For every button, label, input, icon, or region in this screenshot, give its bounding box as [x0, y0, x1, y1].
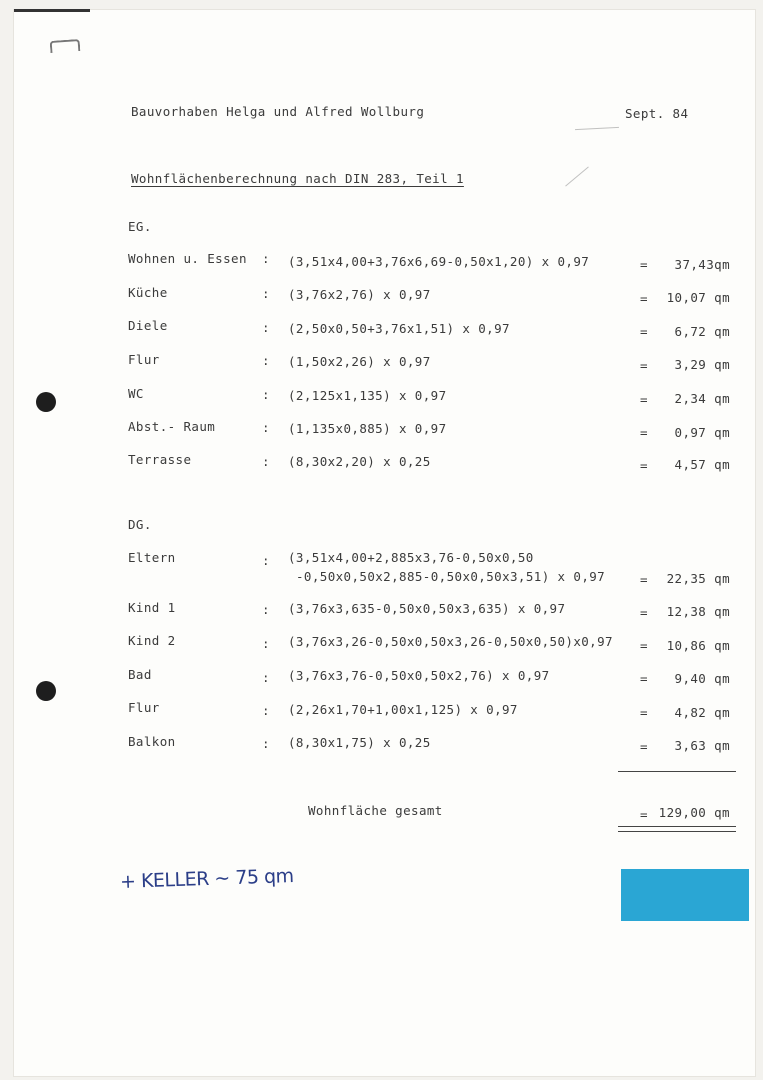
colon: : — [262, 636, 270, 651]
area-result: 3,29 qm — [674, 357, 730, 372]
colon: : — [262, 454, 270, 469]
sum-rule — [618, 771, 736, 772]
room-label: Kind 1 — [128, 600, 176, 615]
room-label: Balkon — [128, 734, 176, 749]
colon: : — [262, 553, 270, 568]
colon: : — [262, 736, 270, 751]
area-formula: (8,30x1,75) x 0,25 — [288, 735, 431, 750]
area-formula: (3,51x4,00+3,76x6,69-0,50x1,20) x 0,97 — [288, 254, 590, 269]
punch-hole-bottom — [36, 681, 56, 701]
section-heading-eg: EG. — [128, 219, 152, 234]
room-label: WC — [128, 386, 144, 401]
double-rule-bottom — [618, 831, 736, 832]
room-label: Flur — [128, 700, 160, 715]
colon: : — [262, 670, 270, 685]
section-heading-dg: DG. — [128, 517, 152, 532]
area-result: 4,82 qm — [674, 705, 730, 720]
area-result: 4,57 qm — [674, 457, 730, 472]
equals-sign: = — [640, 705, 648, 720]
equals-sign: = — [640, 739, 648, 754]
area-formula: (2,125x1,135) x 0,97 — [288, 388, 447, 403]
area-result: 22,35 qm — [666, 571, 730, 586]
staple-mark — [50, 39, 81, 53]
punch-hole-top — [36, 392, 56, 412]
equals-sign: = — [640, 257, 648, 272]
area-formula: (1,50x2,26) x 0,97 — [288, 354, 431, 369]
area-result: 2,34 qm — [674, 391, 730, 406]
room-label: Abst.- Raum — [128, 419, 216, 434]
colon: : — [262, 320, 270, 335]
area-result: 12,38 qm — [666, 604, 730, 619]
document-date: Sept. 84 — [625, 106, 689, 121]
area-formula: (3,76x3,26-0,50x0,50x3,26-0,50x0,50)x0,97 — [288, 634, 613, 649]
area-formula: (3,76x2,76) x 0,97 — [288, 287, 431, 302]
area-formula: (3,51x4,00+2,885x3,76-0,50x0,50 — [288, 550, 534, 565]
area-result: 3,63 qm — [674, 738, 730, 753]
colon: : — [262, 420, 270, 435]
area-result: 6,72 qm — [674, 324, 730, 339]
equals-sign: = — [640, 572, 648, 587]
colon: : — [262, 602, 270, 617]
total-value: 129,00 qm — [658, 805, 730, 820]
equals-sign: = — [640, 324, 648, 339]
area-formula: (3,76x3,635-0,50x0,50x3,635) x 0,97 — [288, 601, 566, 616]
equals-sign: = — [640, 671, 648, 686]
room-label: Diele — [128, 318, 168, 333]
room-label: Küche — [128, 285, 168, 300]
area-formula: (2,26x1,70+1,00x1,125) x 0,97 — [288, 702, 518, 717]
area-result: 10,86 qm — [666, 638, 730, 653]
handwritten-note: + KELLER ~ 75 qm — [119, 864, 294, 894]
double-rule-top — [618, 826, 736, 827]
area-result: 10,07 qm — [666, 290, 730, 305]
equals-sign: = — [640, 358, 648, 373]
colon: : — [262, 353, 270, 368]
area-result: 37,43qm — [674, 257, 730, 272]
room-label: Terrasse — [128, 452, 192, 467]
blue-redaction-box — [621, 869, 749, 921]
colon: : — [262, 703, 270, 718]
equals-sign: = — [640, 458, 648, 473]
equals-sign: = — [640, 807, 648, 822]
area-formula: (1,135x0,885) x 0,97 — [288, 421, 447, 436]
room-label: Eltern — [128, 550, 176, 565]
room-label: Flur — [128, 352, 160, 367]
area-result: 9,40 qm — [674, 671, 730, 686]
equals-sign: = — [640, 291, 648, 306]
colon: : — [262, 286, 270, 301]
equals-sign: = — [640, 605, 648, 620]
equals-sign: = — [640, 425, 648, 440]
total-label: Wohnfläche gesamt — [308, 803, 443, 818]
area-formula: (8,30x2,20) x 0,25 — [288, 454, 431, 469]
top-edge-mark — [14, 9, 90, 12]
area-result: 0,97 qm — [674, 425, 730, 440]
area-formula: (2,50x0,50+3,76x1,51) x 0,97 — [288, 321, 510, 336]
project-title: Bauvorhaben Helga und Alfred Wollburg — [131, 104, 425, 119]
colon: : — [262, 387, 270, 402]
room-label: Bad — [128, 667, 152, 682]
colon: : — [262, 251, 270, 266]
equals-sign: = — [640, 392, 648, 407]
document-heading: Wohnflächenberechnung nach DIN 283, Teil 1 — [131, 171, 464, 186]
area-formula-continued: -0,50x0,50x2,885-0,50x0,50x3,51) x 0,97 — [296, 569, 606, 584]
area-formula: (3,76x3,76-0,50x0,50x2,76) x 0,97 — [288, 668, 550, 683]
room-label: Wohnen u. Essen — [128, 251, 247, 266]
equals-sign: = — [640, 638, 648, 653]
room-label: Kind 2 — [128, 633, 176, 648]
